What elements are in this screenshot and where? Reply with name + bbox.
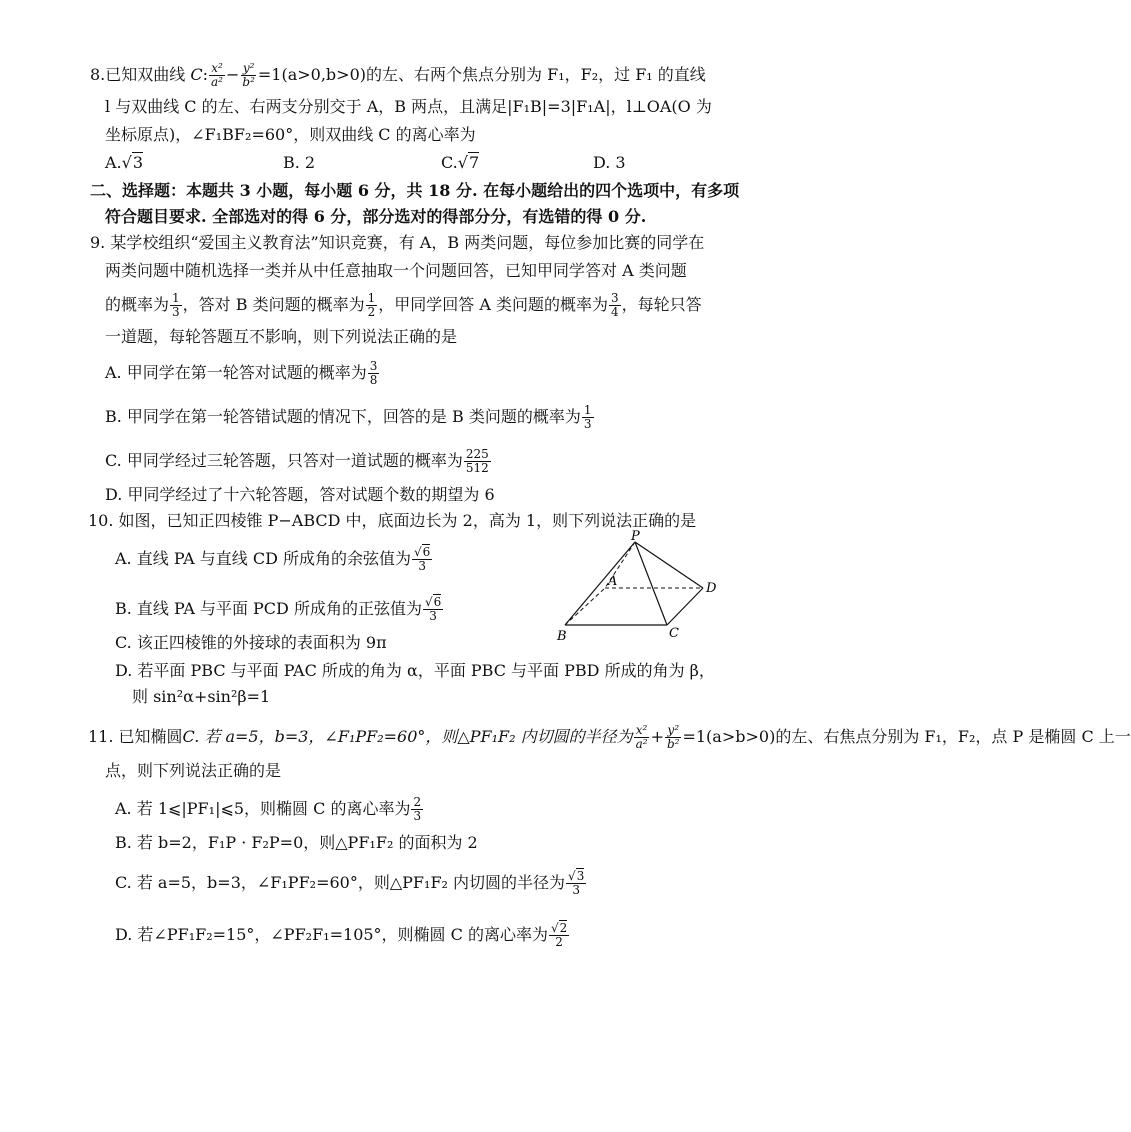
q8-line3: 坐标原点)，∠F₁BF₂=60°，则双曲线 C 的离心率为 (105, 125, 476, 144)
q10-option-a: A. 直线 PA 与直线 CD 所成角的余弦值为 $\frac{√6}{3}$ (115, 545, 431, 573)
q9-line1: 9. 某学校组织“爱国主义教育法”知识竞赛，有 A，B 两类问题，每位参加比赛的同学在 (90, 233, 705, 252)
q9-option-b: B. 甲同学在第一轮答错试题的情况下，回答的是 B 类问题的概率为 $\frac{1}{3}$ (105, 403, 592, 431)
section2-header-line1: 二、选择题：本题共 3 小题，每小题 6 分，共 18 分. 在每小题给出的四个选项中，有多项 (90, 181, 740, 200)
q8-option-b: B. 2 (283, 153, 316, 172)
q11-line1: 11. 已知椭圆C. 若 a=5，b=3，∠F₁PF₂=60°，则△PF₁F₂ 内切圆的半径为 $\frac{\text{x²}}{\text{a²}}$ + $\frac{\text{y²}}{\text{b²}}$ =1(a>b>0)的左、右焦点分别为 F₁，F₂，点 P 是椭圆 C 上一 (88, 723, 1131, 751)
edge-BA-hidden (565, 588, 605, 625)
q11-line2: 点，则下列说法正确的是 (105, 761, 282, 780)
q9-option-a: A. 甲同学在第一轮答对试题的概率为 $\frac{3}{8}$ (105, 359, 378, 387)
q10-option-d-line1: D. 若平面 PBC 与平面 PAC 所成的角为 α，平面 PBC 与平面 PBD 所成的角为 β， (115, 661, 715, 680)
q8-frac-x: $\frac{\text{x²}}{\text{a²}}$ (211, 61, 223, 89)
q9-line2: 两类问题中随机选择一类并从中任意抽取一个问题回答，已知甲同学答对 A 类问题 (105, 261, 687, 280)
q8-option-d: D. 3 (593, 153, 626, 172)
q8-line2: l 与双曲线 C 的左、右两支分别交于 A，B 两点，且满足|F₁B|=3|F₁A|，l⊥OA(O 为 (105, 97, 712, 116)
edge-PC (635, 542, 667, 625)
label-D: D (706, 581, 717, 596)
q10-option-b: B. 直线 PA 与平面 PCD 所成角的正弦值为 $\frac{√6}{3}$ (115, 595, 442, 623)
q9-line3: 的概率为 $\frac{1}{3}$ ，答对 B 类问题的概率为 $\frac{1}{2}$ ，甲同学回答 A 类问题的概率为 $\frac{3}{4}$ ，每轮只答 (105, 291, 702, 319)
q11-option-d: D. 若∠PF₁F₂=15°，∠PF₂F₁=105°，则椭圆 C 的离心率为 $\frac{√2}{2}$ (115, 921, 568, 949)
q9-line4: 一道题，每轮答题互不影响，则下列说法正确的是 (105, 327, 458, 346)
q10-option-c: C. 该正四棱锥的外接球的表面积为 9π (115, 633, 387, 652)
label-C: C (669, 626, 679, 641)
q11-option-b: B. 若 b=2，F₁P · F₂P=0，则△PF₁F₂ 的面积为 2 (115, 833, 478, 852)
label-P: P (631, 529, 640, 544)
label-A: A (608, 574, 618, 589)
q11-option-a: A. 若 1⩽|PF₁|⩽5，则椭圆 C 的离心率为 $\frac{2}{3}$ (115, 795, 422, 823)
q8-line1: 8.已知双曲线 C: $\frac{\text{x²}}{\text{a²}}$ − $\frac{\text{y²}}{\text{b²}}$ =1(a>0,b>0)的左、右两个焦点分别为 F₁，F₂，过 F₁ 的直线 (90, 61, 706, 89)
section2-header-line2: 符合题目要求. 全部选对的得 6 分，部分选对的得部分分，有选错的得 0 分. (105, 207, 647, 226)
q8-frac-y: $\frac{\text{y²}}{\text{b²}}$ (242, 61, 255, 89)
label-B: B (557, 629, 567, 644)
q10-option-d-line2: 则 sin²α+sin²β=1 (132, 687, 271, 706)
edge-PB (565, 542, 635, 625)
q8-option-c: C.√7 (441, 153, 480, 172)
edge-CD (667, 588, 703, 625)
q9-option-c: C. 甲同学经过三轮答题，只答对一道试题的概率为 $\frac{225}{512}$ (105, 447, 489, 475)
q8-option-a: A.√3 (105, 153, 144, 172)
q9-option-d: D. 甲同学经过了十六轮答题，答对试题个数的期望为 6 (105, 485, 495, 504)
edge-PD (635, 542, 703, 588)
pyramid-figure (555, 530, 780, 645)
q11-option-c: C. 若 a=5，b=3，∠F₁PF₂=60°，则△PF₁F₂ 内切圆的半径为 $\frac{√3}{3}$ (115, 869, 585, 897)
q10-line1: 10. 如图，已知正四棱锥 P−ABCD 中，底面边长为 2，高为 1，则下列说法正确的是 (88, 511, 697, 530)
